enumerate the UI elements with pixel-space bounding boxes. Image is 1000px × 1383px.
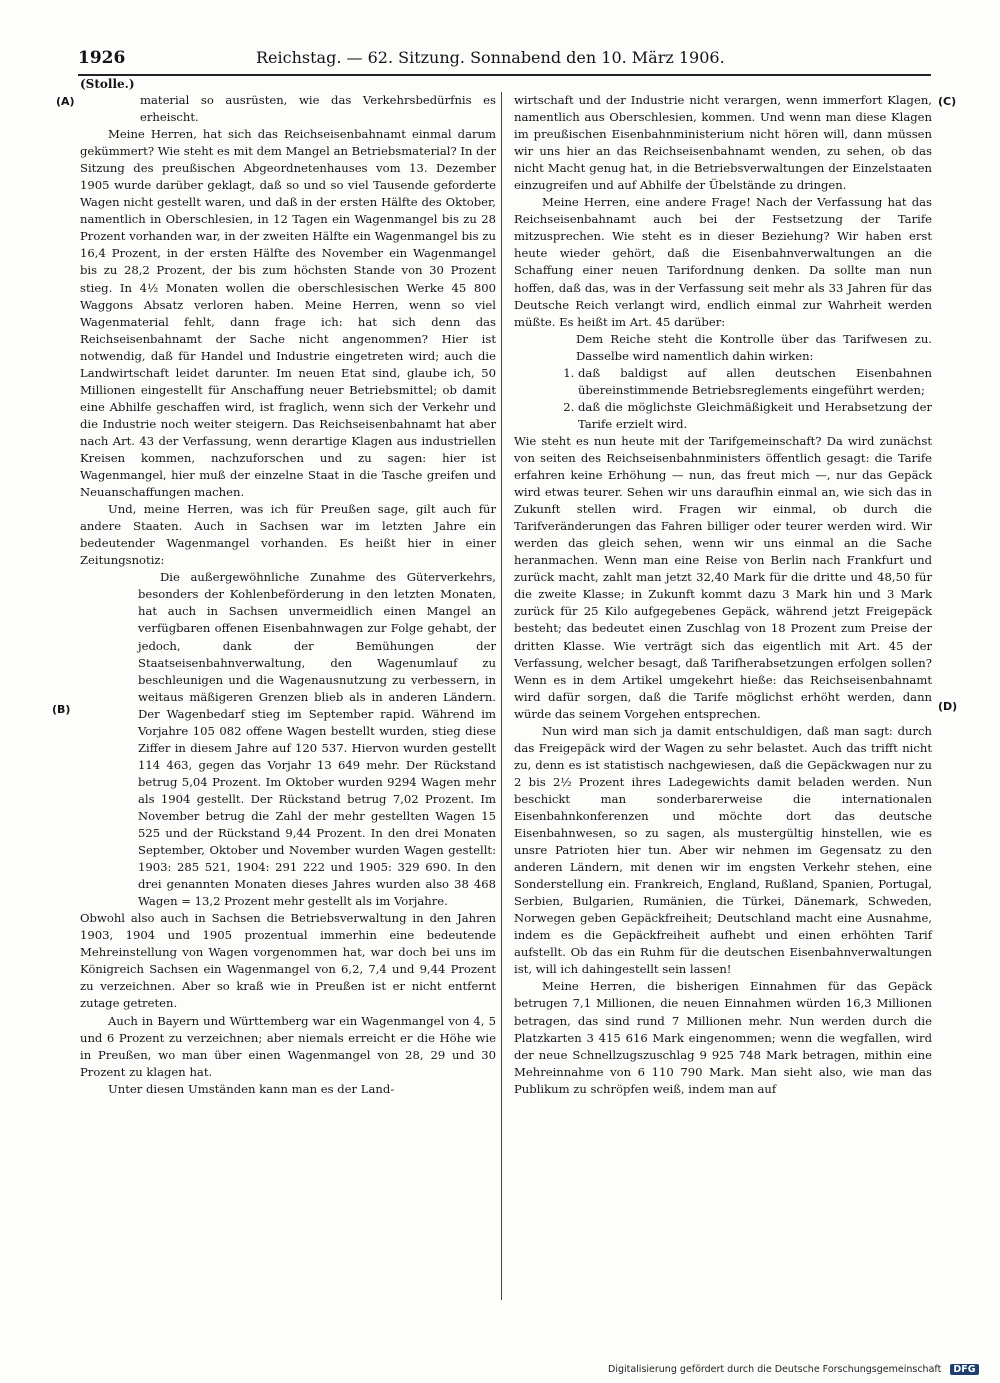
- block-quote: Die außergewöhnliche Zunahme des Güterverkehrs, besonders der Kohlenbeförderung in den letzten Monaten, hat auch in Sachsen unvermeidlich einen Mangel an verfügbaren offenen Eisenbahnwagen zur Folge gehabt, der jedoch, dank der Bemühungen der Staatseisenbahnverwaltung, den Wagenumlauf zu beschleunigen und die Wagenausnutzung zu verbessern, in weitaus mäßigeren Grenzen blieb als in anderen Ländern. Der Wagenbedarf stieg im September rapid. Während im Vorjahre 105 082 offene Wagen bestellt wurden, stieg diese Ziffer in diesem Jahre auf 120 537. Hiervon wurden gestellt 114 463, gegen das Vorjahr 13 649 mehr. Der Rückstand betrug 5,04 Prozent. Im Oktober wurden 9294 Wagen mehr als 1904 gestellt. Der Rückstand betrug 7,02 Prozent. Im November betrug die Zahl der mehr gestellten Wagen 15 525 und der Rückstand 9,44 Prozent. In den drei Monaten September, Oktober und November wurden Wagen gestellt: 1903: 285 521, 1904: 291 222 und 1905: 329 690. In den drei genannten Monaten dieses Jahres wurden also 38 468 Wagen = 13,2 Prozent mehr gestellt als im Vorjahre.: [138, 570, 496, 909]
- paragraph: Meine Herren, hat sich das Reichseisenbahnamt einmal darum gekümmert? Wie steht es mit dem Mangel an Betriebsmaterial? In der Sitzung des preußischen Abgeordnetenhauses vom 13. Dezember 1905 wurde darüber geklagt, daß so und so viel Tausende geforderte Wagen nicht gestellt waren, und daß in der ersten Hälfte des Oktober, namentlich in Oberschlesien, in 12 Tagen ein Wagenmangel bis zu 28 Prozent vorhanden war, in der zweiten Hälfte ein Wagenmangel bis zu 16,4 Prozent, in der ersten Hälfte des November ein Wagenmangel bis zu 28,2 Prozent, der bis zum höchsten Stande von 30 Prozent stieg. In 4½ Monaten wollen die oberschlesischen Werke 45 800 Waggons Absatz verloren haben. Meine Herren, wenn so viel Wagenmaterial fehlt, dann frage ich: hat sich denn das Reichseisenbahnamt der Sache nicht angenommen? Hier ist notwendig, daß für Handel und Industrie eingetreten wird; auch die Landwirtschaft leidet darunter. Im neuen Etat sind, glaube ich, 50 Millionen eingestellt für Anschaffung neuer Betriebsmittel; ob damit eine Abhilfe geschaffen wird, ist fraglich, wenn sich der Verkehr und die Industrie noch weiter steigern. Das Reichseisenbahnamt hat aber nach Art. 43 der Verfassung, wenn derartige Klagen aus industriellen Kreisen kommen, nachzuforschen und zu sagen: hier ist Wagenmangel, hier muß der einzelne Staat in die Tasche greifen und Neuanschaffungen machen.: [80, 127, 496, 500]
- page-number: 1926: [78, 48, 126, 68]
- credit-text: Digitalisierung gefördert durch die Deutsche Forschungsgemeinschaft: [608, 1364, 942, 1375]
- paragraph: Meine Herren, eine andere Frage! Nach der Verfassung hat das Reichseisenbahnamt auch bei der Festsetzung der Tarife mitzusprechen. Wie steht es in dieser Beziehung? Wir haben erst heute wieder gehört, daß die Eisenbahnverwaltungen an die Schaffung einer neuen Tarifordnung denken. Da sollte man nun hoffen, daß das, was in der Verfassung seit mehr als 33 Jahren für das Deutsche Reich verlangt wird, endlich einmal zur Wahrheit werden müßte. Es heißt im Art. 45 darüber:: [514, 195, 932, 329]
- right-column: [514, 92, 932, 1098]
- margin-marker-a: (A): [56, 95, 75, 108]
- block-quote: Dem Reiche steht die Kontrolle über das Tarifwesen zu. Dasselbe wird namentlich dahin wirken:: [576, 331, 932, 363]
- list-item: 2. daß die möglichste Gleichmäßigkeit und Herabsetzung der Tarife erzielt wird.: [578, 399, 932, 433]
- paragraph: Meine Herren, die bisherigen Einnahmen für das Gepäck betrugen 7,1 Millionen, die neuen Einnahmen würden 16,3 Millionen betragen, das sind rund 7 Millionen mehr. Nun werden durch die Platzkarten 3 415 616 Mark eingenommen; wenn die wegfallen, wird der neue Schnellzugszuschlag 9 925 748 Mark betragen, mithin eine Mehreinnahme von 6 110 790 Mark. Man sieht also, wie man das Publikum zu schröpfen weiß, indem man auf: [514, 979, 932, 1096]
- digitization-credit: [608, 1364, 979, 1375]
- paragraph: Auch in Bayern und Württemberg war ein Wagenmangel von 4, 5 und 6 Prozent zu verzeichnen; aber niemals erreicht er die Höhe wie in Preußen, wo man über einen Wagenmangel von 28, 29 und 30 Prozent zu klagen hat.: [80, 1013, 496, 1079]
- quoted-list: [514, 365, 932, 433]
- paragraph: material so ausrüsten, wie das Verkehrsbedürfnis es erheischt.: [140, 93, 496, 125]
- paragraph: Wie steht es nun heute mit der Tarifgemeinschaft? Da wird zunächst von seiten des Reichseisenbahnministers öffentlich gesagt: die Tarife erfahren keine Erhöhung — nun, das freut mich —, nur das Gepäck wird etwas teurer. Sehen wir uns daraufhin einmal an, wie sich das in Zukunft stellen wird. Fragen wir einmal, ob durch die Tarifveränderungen das Fahren billiger oder teurer werden wird. Wir werden das gleich sehen, wenn wir uns einmal an die Sache heranmachen. Wenn man eine Reise von Berlin nach Frankfurt und zurück macht, zahlt man jetzt 32,40 Mark für die dritte und 48,50 für die zweite Klasse; in Zukunft kommt dazu 3 Mark hin und 3 Mark zurück für 25 Kilo aufgegebenes Gepäck, während jetzt Freigepäck besteht; das bedeutet einen Zuschlag von 18 Prozent zum Preise der dritten Klasse. Wie verträgt sich das eigentlich mit Art. 45 der Verfassung, welcher besagt, daß Tarifherabsetzungen erfolgen sollen? Wenn es in dem Artikel umgekehrt hieße: das Reichseisenbahnamt wird dafür sorgen, daß die Tarife möglichst erhöht werden, dann würde das seinem Vorgehen entsprechen.: [514, 433, 932, 721]
- paragraph: Und, meine Herren, was ich für Preußen sage, gilt auch für andere Staaten. Auch in Sachsen war im letzten Jahre ein bedeutender Wagenmangel vorhanden. Es heißt hier in einer Zeitungsnotiz:: [80, 502, 496, 568]
- margin-marker-c: (C): [938, 95, 957, 108]
- speaker-name: (Stolle.): [80, 77, 135, 91]
- list-item: 1. daß baldigst auf allen deutschen Eisenbahnen übereinstimmende Betriebsreglements eingeführt werden;: [578, 365, 932, 399]
- dfg-logo: DFG: [950, 1364, 978, 1375]
- running-title: Reichstag. — 62. Sitzung. Sonnabend den 10. März 1906.: [256, 48, 725, 67]
- left-column: [80, 76, 496, 1098]
- paragraph: Nun wird man sich ja damit entschuldigen, daß man sagt: durch das Freigepäck wird der Wagen zu sehr belastet. Auch das trifft nicht zu, denn es ist statistisch nachgewiesen, daß die Gepäckwagen nur zu 2 bis 2½ Prozent ihres Ladegewichts damit beladen werden. Nun beschickt man sonderbarerweise die internationalen Eisenbahnkonferenzen und möchte dort das deutsche Eisenbahnwesen, so zu sagen, als mustergültig hinstellen, wie es unsre Patrioten hier tun. Aber wir nehmen im Gegensatz zu den anderen Ländern, mit denen wir im engsten Verkehr stehen, eine Sonderstellung ein. Frankreich, England, Rußland, Spanien, Portugal, Serbien, Bulgarien, Rumänien, die Türkei, Dänemark, Schweden, Norwegen geben Gepäckfreiheit; Deutschland macht eine Ausnahme, indem es die Gepäckfreiheit aufhebt und einen erhöhten Tarif aufstellt. Ob das ein Ruhm für die deutschen Eisenbahnverwaltungen ist, will ich dahingestellt sein lassen!: [514, 723, 932, 977]
- column-divider: [501, 92, 502, 1300]
- paragraph: Obwohl also auch in Sachsen die Betriebsverwaltung in den Jahren 1903, 1904 und 1905 prozentual immerhin eine bedeutende Mehreinstellung von Wagen vorgenommen hat, war doch bei uns im Königreich Sachsen ein Wagenmangel von 6,2, 7,4 und 9,44 Prozent zu verzeichnen. Aber so kraß wie in Preußen ist er nicht entfernt zutage getreten.: [80, 911, 496, 1011]
- paragraph: wirtschaft und der Industrie nicht verargen, wenn immerfort Klagen, namentlich aus Oberschlesien, kommen. Und wenn man diese Klagen im preußischen Eisenbahnministerium nicht hören will, dann müssen wir uns hier an das Reichseisenbahnamt wenden, zu sehen, ob das nicht Macht genug hat, in die Betriebsverwaltungen der Einzelstaaten einzugreifen und auf Abhilfe der Übelstände zu dringen.: [514, 93, 932, 193]
- paragraph: Unter diesen Umständen kann man es der Land-: [108, 1081, 395, 1096]
- margin-marker-b: (B): [52, 703, 71, 716]
- page-header: [78, 48, 938, 74]
- margin-marker-d: (D): [938, 700, 958, 713]
